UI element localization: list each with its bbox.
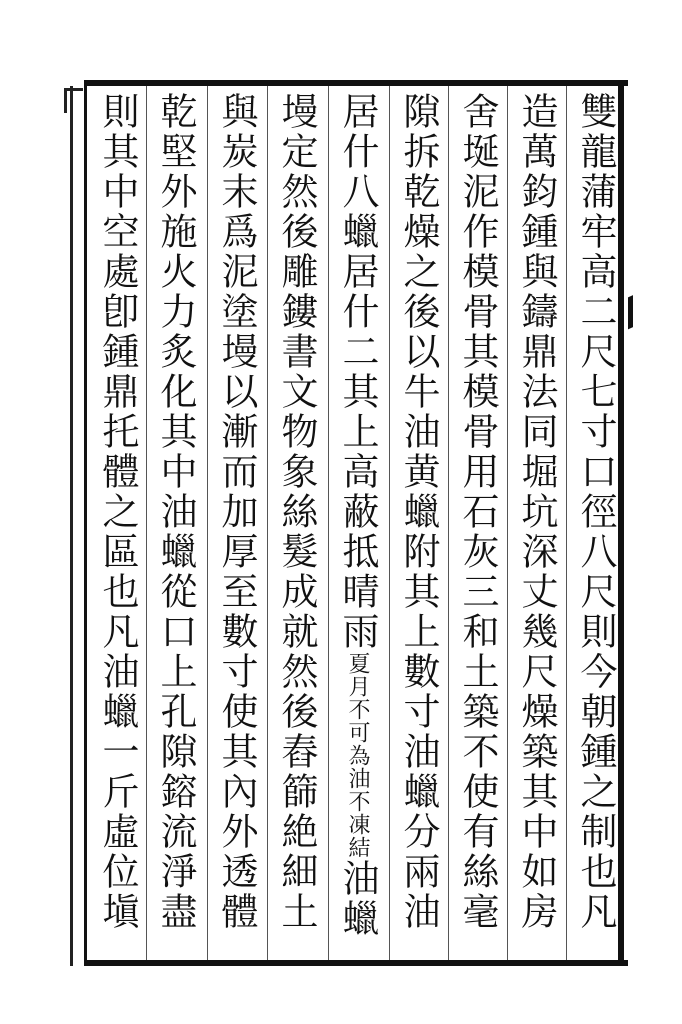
text-column-8: 乾堅外施火力炙化其中油蠟從口上孔隙鎔流淨盡 xyxy=(154,92,197,932)
text-column-2: 造萬鈞鍾與鑄鼎法同堀坑深丈幾尺燥築其中如房 xyxy=(515,92,558,932)
column-divider xyxy=(146,86,147,960)
column-divider xyxy=(448,86,449,960)
column-divider xyxy=(328,86,329,960)
edge-mark xyxy=(64,88,83,113)
page-edge xyxy=(70,86,73,966)
column-divider xyxy=(389,86,390,960)
column-divider xyxy=(207,86,208,960)
column-divider xyxy=(507,86,508,960)
text-column-5 xyxy=(332,92,382,958)
frame-top-border xyxy=(86,80,628,86)
frame-left-border xyxy=(84,80,87,966)
text-column-4: 隙拆乾燥之後以牛油黄蠟附其上數寸油蠟分兩油 xyxy=(397,92,440,932)
inline-annotation xyxy=(332,652,382,859)
annotation-line-1: 夏月不可為 xyxy=(345,652,370,767)
text-column-6: 墁定然後雕鏤書文物象絲髮成就然後舂篩絶細土 xyxy=(275,92,318,932)
text-column-9: 則其中空處卽鍾鼎托體之區也凡油蠟一斤虛位塡 xyxy=(96,92,139,932)
frame-bottom-border xyxy=(86,960,628,966)
column-divider xyxy=(566,86,567,960)
annotation-line-2: 油不凍結 xyxy=(345,767,370,859)
text-column-7: 與炭末爲泥塗墁以漸而加厚至數寸使其內外透體 xyxy=(215,92,258,932)
text-column-5-main: 居什八蠟居什二其上高蔽抵晴雨 xyxy=(336,92,379,652)
text-column-5-tail: 油蠟 xyxy=(336,859,379,939)
text-column-1: 雙龍蒲牢高二尺七寸口徑八尺則今朝鍾之制也凡 xyxy=(574,92,617,932)
text-column-3: 舍埏泥作模骨其模骨用石灰三和土築不使有絲毫 xyxy=(456,92,499,932)
column-divider xyxy=(267,86,268,960)
